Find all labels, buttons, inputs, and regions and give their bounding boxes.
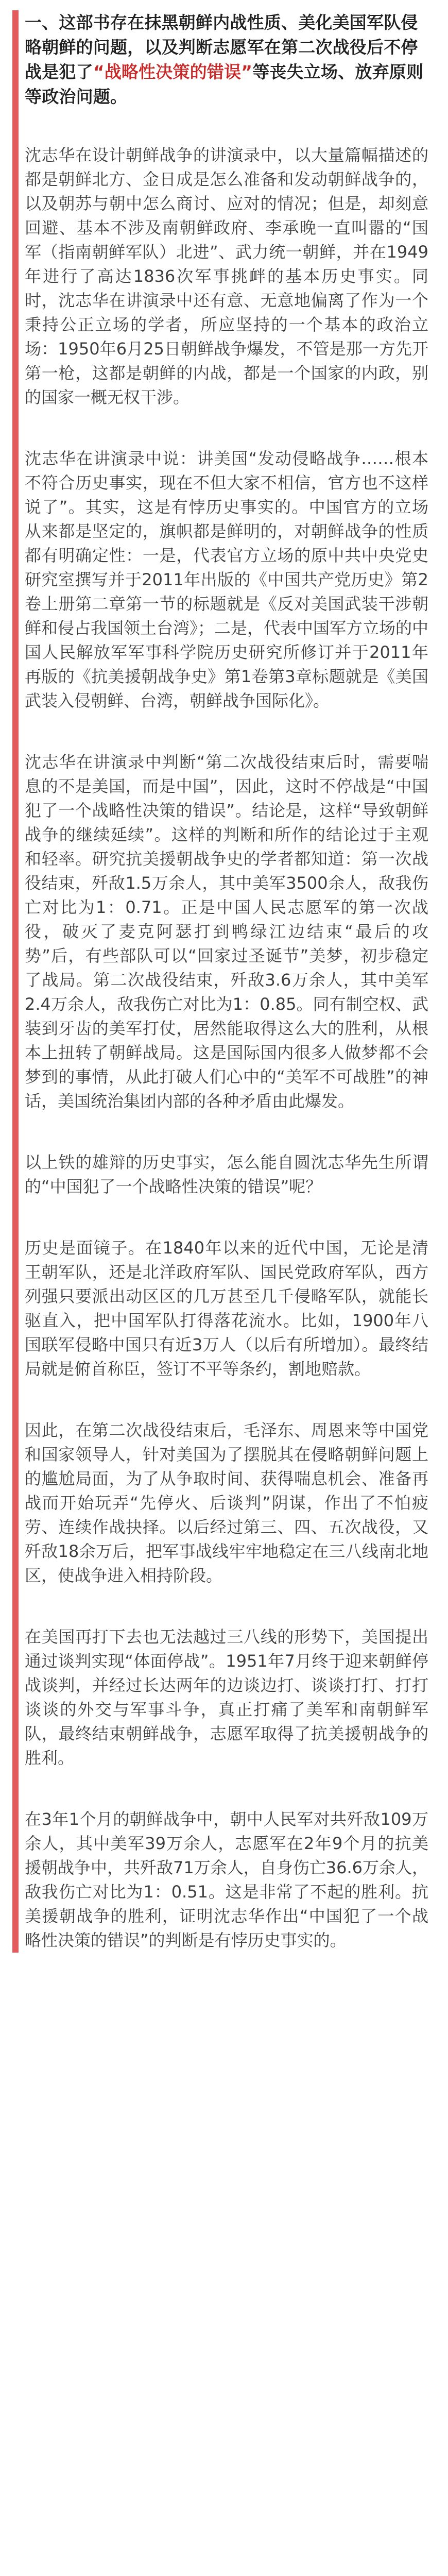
paragraph-7: 在美国再打下去也无法越过三八线的形势下，美国提出通过谈判实现“体面停战”。1951年7月终于迎来朝鲜停战谈判，并经过长达两年的边谈边打、谈谈打打、打打谈谈的外交与军事斗争，真正打痛了美军和南朝鲜军队，最终结束朝鲜战争，志愿军取得了抗美援朝战争的胜利。 xyxy=(25,1627,428,1768)
paragraph-6: 因此，在第二次战役结束后，毛泽东、周恩来等中国党和国家领导人，针对美国为了摆脱其在侵略朝鲜问题上的尴尬局面，为了从争取时间、获得喘息机会、准备再战而开始玩弄“先停火、后谈判”阴谋，作出了不怕疲劳、连续作战抉择。以后经过第三、四、五次战役，又歼敌18余万后，把军事战线牢牢地稳定在三八线南北地区，使战争进入相持阶段。 xyxy=(25,1420,428,1585)
article-title-tail: 等丧失立场、放弃原则等政治问题。 xyxy=(25,62,424,107)
article-title-highlight: “战略性决策的错误” xyxy=(93,62,253,82)
left-accent-rule xyxy=(12,10,19,1953)
article-title-lead: 一、这部书存在抹黑朝鲜内战性质、美化美国军队侵略朝鲜的问题，以及判断志愿军在第二次战役后不停战是犯了 xyxy=(25,12,418,82)
paragraph-2: 沈志华在讲演录中说：讲美国“发动侵略战争……根本不符合历史事实，现在不但大家不相信，官方也不这样说了”。其实，这是有悖历史事实的。中国官方的立场从来都是坚定的，旗帜都是鲜明的，对朝鲜战争的性质都有明确定性：一是，代表官方立场的原中共中央党史研究室撰写并于2011年出版的《中国共产党历史》第2卷上册第二章第一节的标题就是《反对美国武装干涉朝鲜和侵占我国领土台湾》；二是，代表中国军方立场的中国人民解放军军事科学院历史研究所修订并于2011年再版的《抗美援朝战争史》第1卷第3章标题就是《美国武装入侵朝鲜、台湾，朝鲜战争国际化》。 xyxy=(25,449,429,710)
article xyxy=(12,10,428,1953)
paragraph-5: 历史是面镜子。在1840年以来的近代中国，无论是清王朝军队，还是北洋政府军队、国民党政府军队，西方列强只要派出动区区的几万甚至几千侵略军队，就能长驱直入，把中国军队打得落花流水。比如，1900年八国联军侵略中国只有近3万人（以后有所增加）。最终结局就是俯首称臣，签订不平等条约，割地赔款。 xyxy=(25,1238,428,1379)
paragraph-3: 沈志华在讲演录中判断“第二次战役结束后时，需要喘息的不是美国，而是中国”，因此，这时不停战是“中国犯了一个战略性决策的错误”。结论是，这样“导致朝鲜战争的继续延续”。这样的判断和所作的结论过于主观和轻率。研究抗美援朝战争史的学者都知道：第一次战役结束，歼敌1.5万余人，其中美军3500余人，敌我伤亡对比为1：0.71。正是中国人民志愿军的第一次战役，破灭了麦克阿瑟打到鸭绿江边结束“最后的攻势”后，有些部队可以“回家过圣诞节”美梦，初步稳定了战局。第二次战役结束，歼敌3.6万余人，其中美军2.4万余人，敌我伤亡对比为1：0.85。同有制空权、武装到牙齿的美军打仗，居然能取得这么大的胜利，从根本上扭转了朝鲜战局。这是国际国内很多人做梦都不会梦到的事情，从此打破人们心中的“美军不可战胜”的神话，美国统治集团内部的各种矛盾由此爆发。 xyxy=(25,752,428,1111)
paragraph-1: 沈志华在设计朝鲜战争的讲演录中，以大量篇幅描述的都是朝鲜北方、金日成是怎么准备和发动朝鲜战争的，以及朝苏与朝中怎么商讨、应对的情况；但是，却刻意回避、基本不涉及南朝鲜政府、李承晚一直叫嚣的“国军（指南朝鲜军队）北进”、武力统一朝鲜，并在1949年进行了高达1836次军事挑衅的基本历史事实。同时，沈志华在讲演录中还有意、无意地偏离了作为一个秉持公正立场的学者，所应坚持的一个基本的政治立场：1950年6月25日朝鲜战争爆发，不管是那一方先开第一枪，这都是朝鲜的内战，都是一个国家的内政，别的国家一概无权干涉。 xyxy=(25,145,428,407)
paragraph-4: 以上铁的雄辩的历史事实，怎么能自圆沈志华先生所谓的“中国犯了一个战略性决策的错误”呢？ xyxy=(25,1153,428,1196)
paragraph-8: 在3年1个月的朝鲜战争中，朝中人民军对共歼敌109万余人，其中美军39万余人，志愿军在2年9个月的抗美援朝战争中，共歼敌71万余人，自身伤亡36.6万余人，敌我伤亡对比为1：0.51。这是非常了不起的胜利。抗美援朝战争的胜利，证明沈志华作出“中国犯了一个战略性决策的错误”的判断是有悖历史事实的。 xyxy=(25,1809,428,1950)
article-title xyxy=(25,10,428,109)
title-block xyxy=(25,10,428,109)
